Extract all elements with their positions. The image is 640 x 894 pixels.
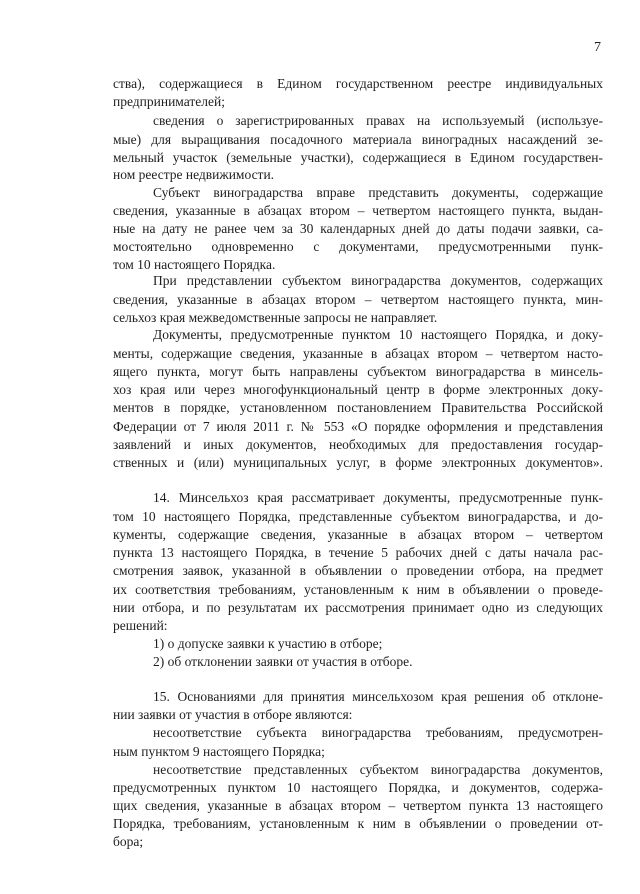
text-line: несоответствие субъекта виноградарства требованиям, предусмотрен- xyxy=(153,725,603,740)
text-line: 14. Минсельхоз края рассматривает документы, предусмотренные пунк- xyxy=(153,490,603,505)
page-number: 7 xyxy=(594,40,601,55)
text-line: менты, содержащие сведения, указанные в абзацах втором – четвертом насто- xyxy=(113,346,603,361)
text-line: сведения, указанные в абзацах втором – четвертом настоящего пункта, выдан- xyxy=(113,203,603,218)
text-line: 2) об отклонении заявки от участия в отборе. xyxy=(153,654,413,669)
text-line: бора; xyxy=(113,834,144,849)
text-line: Документы, предусмотренные пунктом 10 настоящего Порядка, и доку- xyxy=(153,327,603,342)
text-line: нии отбора, и по результатам их рассмотрения принимает одно из следующих xyxy=(113,600,603,615)
text-line: предпринимателей; xyxy=(113,94,225,109)
text-line: мельный участок (земельные участки), содержащиеся в Едином государствен- xyxy=(113,150,603,165)
text-line: сельхоз края межведомственные запросы не направляет. xyxy=(113,310,438,325)
text-line: несоответствие представленных субъектом виноградарства документов, xyxy=(153,762,603,777)
text-line: предусмотренных пунктом 10 настоящего Порядка, и документов, содержа- xyxy=(113,780,603,795)
text-line: ства), содержащиеся в Едином государственном реестре индивидуальных xyxy=(113,76,603,91)
text-line: сведения, указанные в абзацах втором – четвертом настоящего пункта, мин- xyxy=(113,292,603,307)
text-line: щих сведения, указанные в абзацах втором – четвертом пункта 13 настоящего xyxy=(113,798,603,813)
text-line: Федерации от 7 июля 2011 г. № 553 «О порядке оформления и представления xyxy=(113,419,603,434)
text-line: ственных и (или) муниципальных услуг, в форме электронных документов». xyxy=(113,455,603,470)
text-line: мостоятельно одновременно с документами, предусмотренными пунк- xyxy=(113,239,603,254)
text-line: смотрения заявок, указанной в объявлении о проведении отбора, на предмет xyxy=(113,563,603,578)
text-line: Субъект виноградарства вправе представить документы, содержащие xyxy=(153,185,603,200)
text-line: пункта 13 настоящего Порядка, в течение 5 рабочих дней с даты начала рас- xyxy=(113,545,603,560)
text-line: решений: xyxy=(113,618,168,633)
text-line: При представлении субъектом виноградарства документов, содержащих xyxy=(153,273,603,288)
text-line: ящего пункта, могут быть направлены субъектом виноградарства в минсель- xyxy=(113,364,603,379)
text-line: том 10 настоящего Порядка. xyxy=(113,257,276,272)
text-line: мые) для выращивания посадочного материала виноградных насаждений зе- xyxy=(113,132,603,147)
text-line: Порядка, требованиям, установленным к ним в объявлении о проведении от- xyxy=(113,816,603,831)
text-line: 1) о допуске заявки к участию в отборе; xyxy=(153,636,383,651)
text-line: том 10 настоящего Порядка, представленные субъектом виноградарства, и до- xyxy=(113,509,603,524)
text-line: ном реестре недвижимости. xyxy=(113,167,275,182)
text-line: хоз края или через многофункциональный центр в форме электронных доку- xyxy=(113,382,603,397)
text-line: их соответствия требованиям, установленным к ним в объявлении о проведе- xyxy=(113,582,603,597)
text-line: ментов в порядке, установленном постановлением Правительства Российской xyxy=(113,400,603,415)
text-line: нии заявки от участия в отборе являются: xyxy=(113,707,353,722)
text-line: ные на дату не ранее чем за 30 календарных дней до даты подачи заявки, са- xyxy=(113,221,603,236)
text-line: ным пунктом 9 настоящего Порядка; xyxy=(113,744,325,759)
text-line: 15. Основаниями для принятия минсельхозом края решения об отклоне- xyxy=(153,689,603,704)
text-line: сведения о зарегистрированных правах на используемый (используе- xyxy=(153,113,603,128)
text-line: заявлений и иных документов, необходимых для предоставления государ- xyxy=(113,437,603,452)
text-line: кументы, содержащие сведения, указанные в абзацах втором – четвертом xyxy=(113,527,603,542)
